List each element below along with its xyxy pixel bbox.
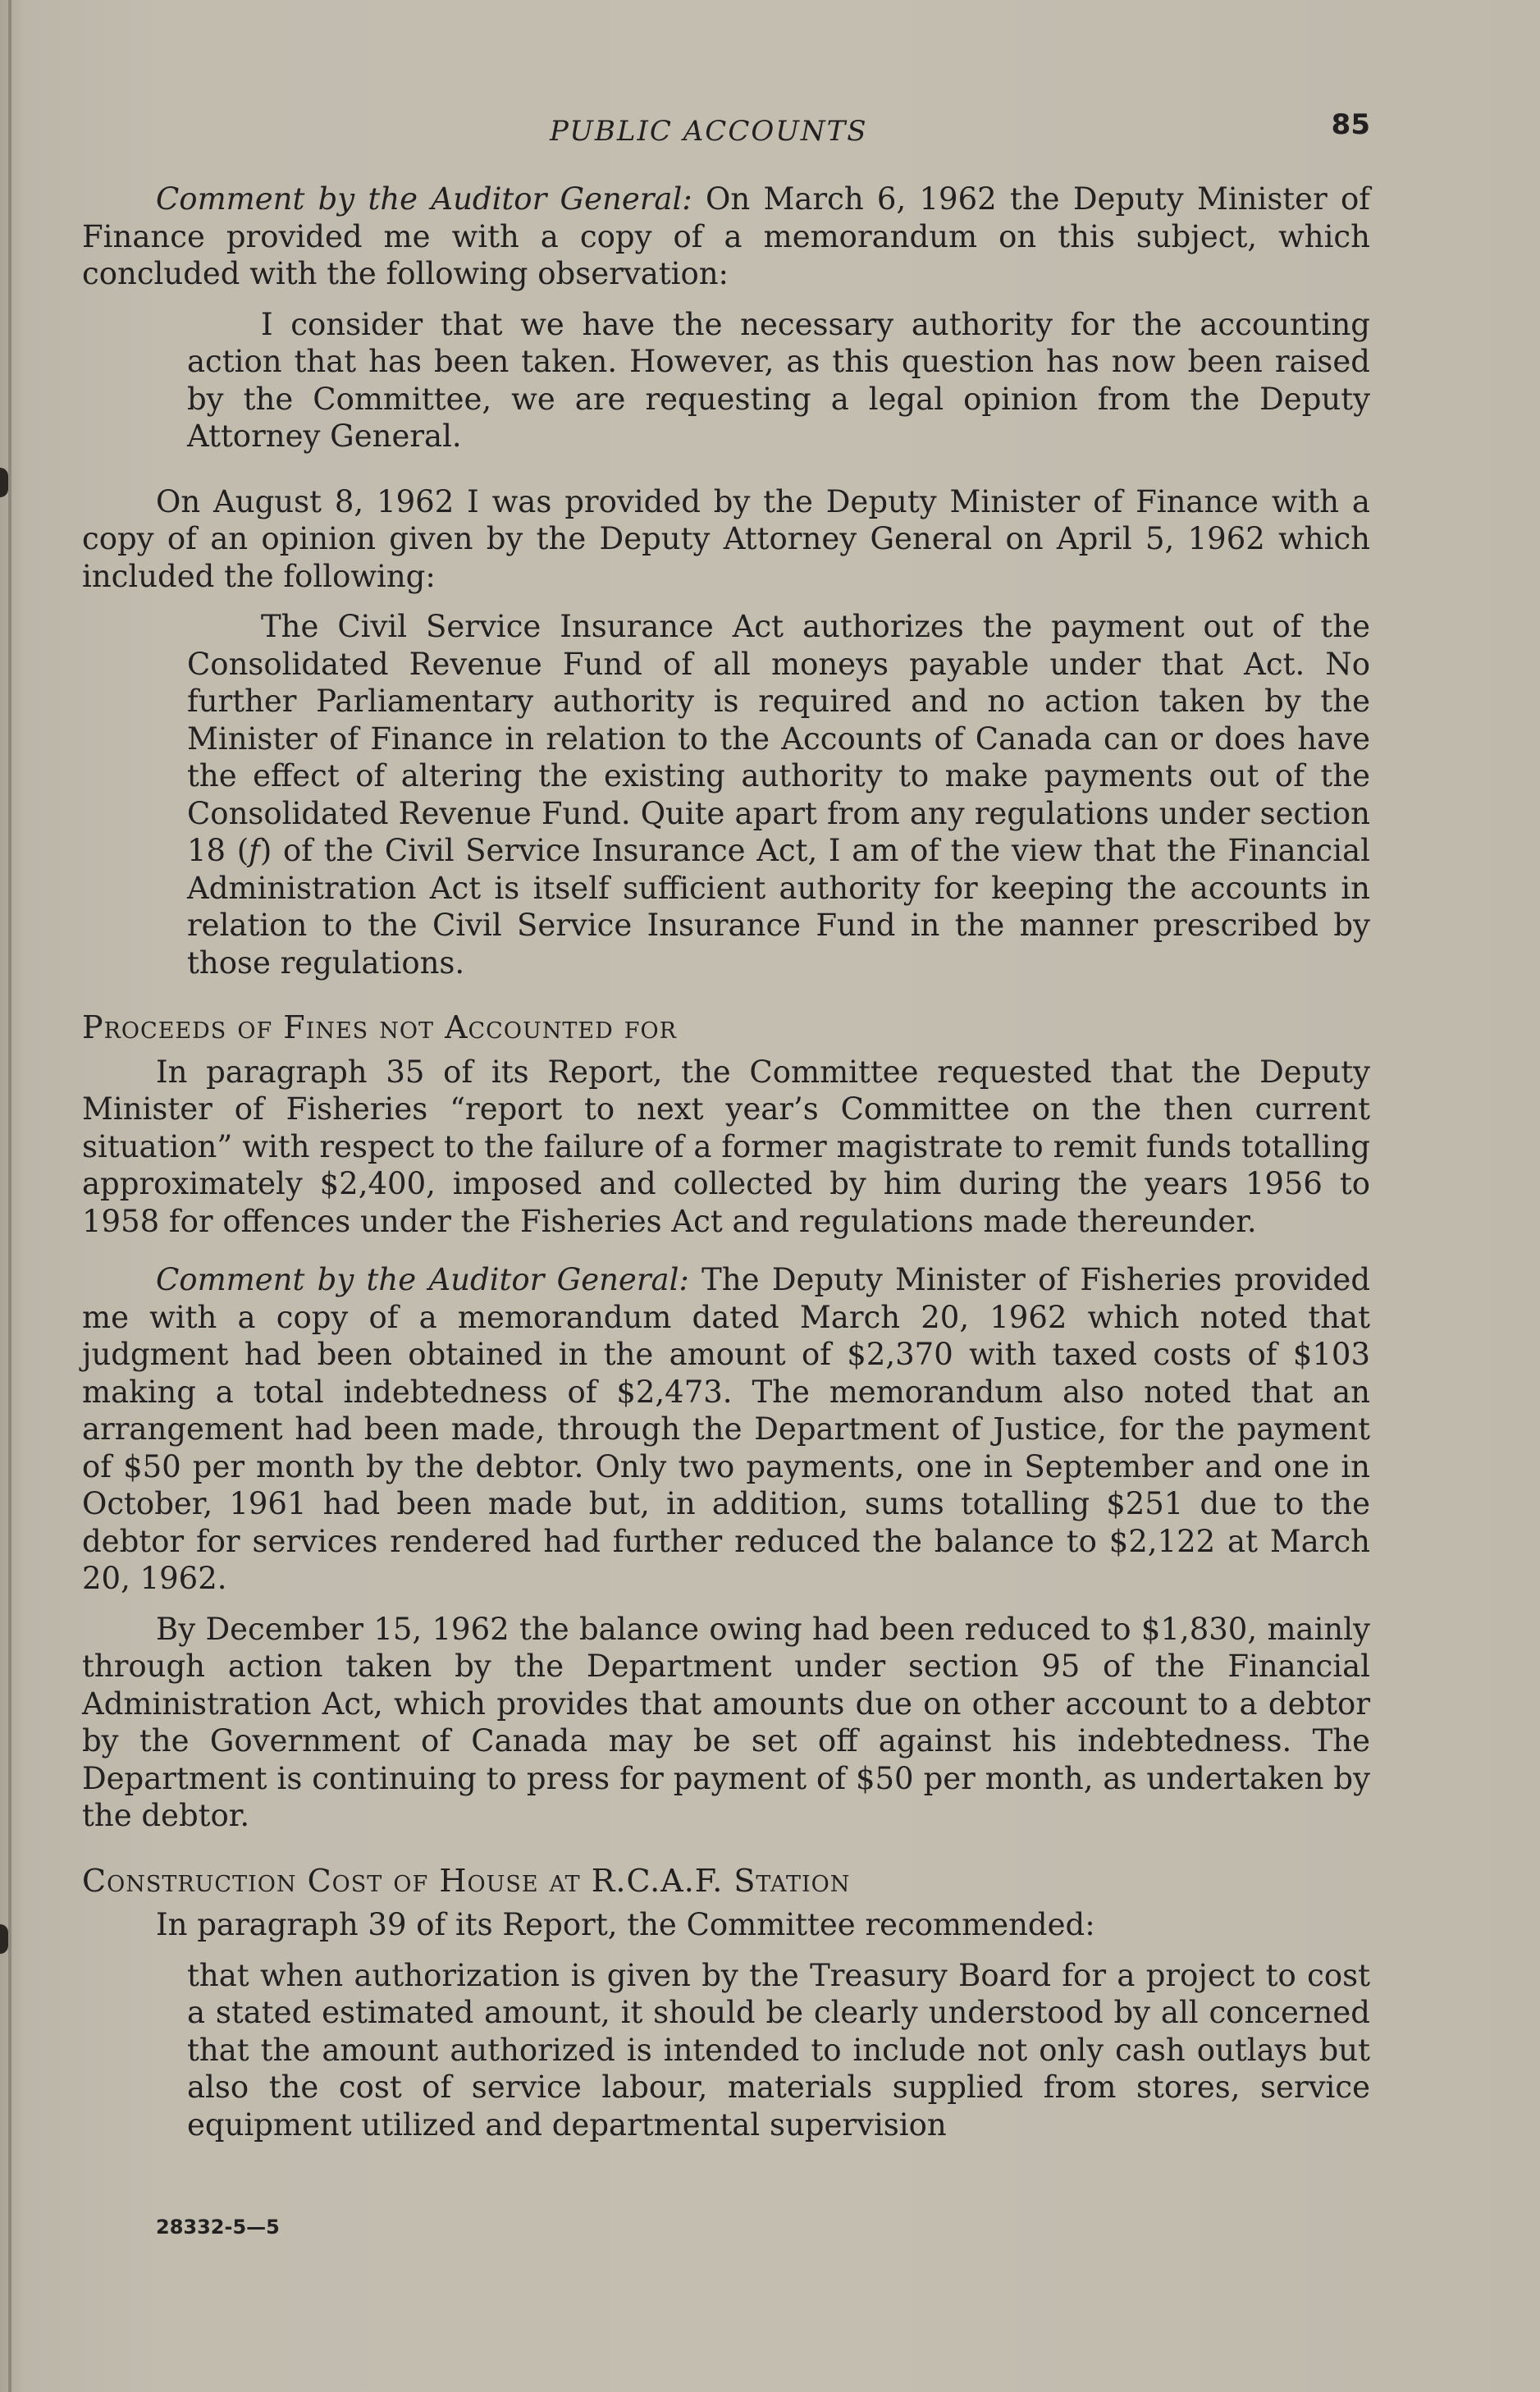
comment-lead: Comment by the Auditor General: xyxy=(156,181,692,217)
running-header xyxy=(82,107,1370,156)
paragraph: In paragraph 39 of its Report, the Committee recommended: xyxy=(156,1907,1095,1942)
page-number: 85 xyxy=(1331,108,1370,141)
quote-text: The Civil Service Insurance Act authorizes the payment out of the Consolidated Revenue Fund of all moneys payable under that Act. No further Parliamentary authority is required and no action taken by the Minister of Finance in relation to the Accounts of Canada can or does have the effect of altering the existing authority to make payments out of the Consolidated Revenue Fund. Quite apart from any regulations under section 18 ( xyxy=(187,609,1370,868)
paragraph: In paragraph 35 of its Report, the Committee requested that the Deputy Minister of Fisheries “report to next year’s Committee on the then current situation” with respect to the failure of a former magistrate to remit funds totalling approximately $2,400, imposed and collected by him during the years 1956 to 1958 for offences under the Fisheries Act and regulations made thereunder. xyxy=(82,1054,1370,1239)
quote-italic: f xyxy=(249,833,260,868)
paragraph xyxy=(82,181,1370,293)
edge-mark xyxy=(0,468,8,497)
comment-lead: Comment by the Auditor General: xyxy=(156,1262,689,1297)
paragraph: On August 8, 1962 I was provided by the Deputy Minister of Finance with a copy of an opinion given by the Deputy Attorney General on April 5, 1962 which included the following: xyxy=(82,483,1370,594)
paragraph: By December 15, 1962 the balance owing had been reduced to $1,830, mainly through action taken by the Department under section 95 of the Financial Administration Act, which provides that amounts due on other account to a debtor by the Government of Canada may be set off against his indebtedness. The Department is continuing to press for payment of $50 per month, as undertaken by the debtor. xyxy=(82,1611,1370,1833)
block-quote xyxy=(187,608,1370,981)
printer-code: 28332-5—5 xyxy=(156,2216,280,2239)
paragraph-text: The Deputy Minister of Fisheries provided me with a copy of a memorandum dated March 20, 1962 which noted that judgment had been obtained in the amount of $2,370 with taxed costs of $103 making a total indebtedness of $2,473. The memorandum also noted that an arrangement had been made, through the Department of Justice, for the payment of $50 per month by the debtor. Only two payments, one in September and one in October, 1961 had been made but, in addition, sums totalling $251 due to the debtor for services rendered had further reduced the balance to $2,122 at March 20, 1962. xyxy=(82,1262,1371,1596)
paragraph-text: On March 6, 1962 the Deputy Minister of Finance provided me with a copy of a memorandum on this subject, which concluded with the following observation: xyxy=(82,181,1371,291)
binding-edge xyxy=(8,0,11,2392)
block-quote: I consider that we have the necessary authority for the accounting action that has been taken. However, as this question has now been raised by the Committee, we are requesting a legal opinion from the Deputy Attorney General. xyxy=(187,306,1370,454)
running-title: PUBLIC ACCOUNTS xyxy=(550,115,868,148)
paragraph xyxy=(82,1261,1370,1598)
quote-text: ) of the Civil Service Insurance Act, I am of the view that the Financial Administration Act is itself sufficient authority for keeping the accounts in relation to the Civil Service Insurance Fund in the manner prescribed by those regulations. xyxy=(187,833,1370,981)
edge-mark xyxy=(0,1924,8,1954)
section-heading: Proceeds of Fines not Accounted for xyxy=(82,1009,677,1045)
text-body xyxy=(82,107,1370,2143)
block-quote: that when authorization is given by the Treasury Board for a project to cost a stated estimated amount, it should be clearly understood by all concerned that the amount authorized is intended to include not only cash outlays but also the cost of service labour, materials supplied from stores, service equipment utilized and departmental supervision xyxy=(187,1957,1370,2143)
section-heading: Construction Cost of House at R.C.A.F. Station xyxy=(82,1862,851,1899)
